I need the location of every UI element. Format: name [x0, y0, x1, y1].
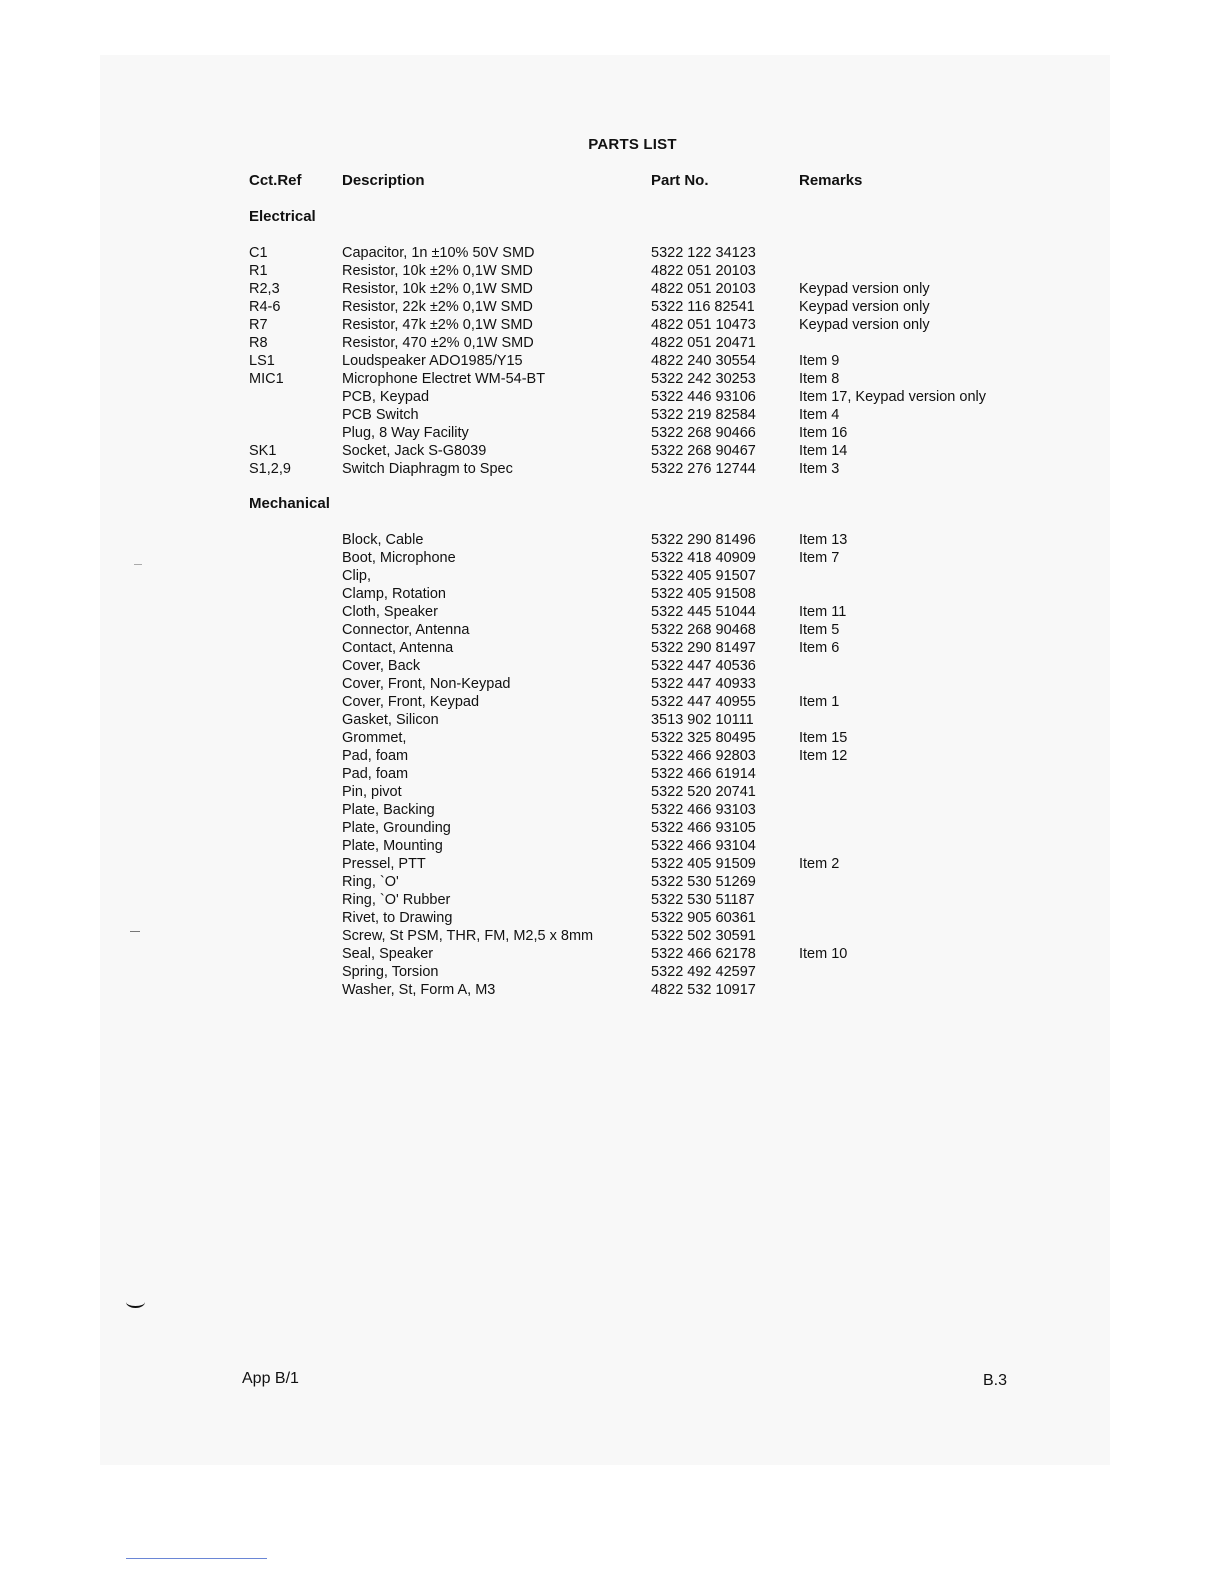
remarks-cell: Item 14 [799, 443, 848, 459]
table-row [0, 855, 1224, 873]
part-number-cell: 4822 051 20103 [651, 263, 756, 279]
part-number-cell: 4822 532 10917 [651, 982, 756, 998]
table-row [0, 388, 1224, 406]
table-row [0, 621, 1224, 639]
part-number-cell: 3513 902 10111 [651, 712, 754, 728]
part-number-cell: 5322 466 93104 [651, 838, 756, 854]
header-part-no: Part No. [651, 172, 709, 189]
part-number-cell: 5322 290 81497 [651, 640, 756, 656]
description-cell: Block, Cable [342, 532, 424, 548]
part-number-cell: 4822 051 20103 [651, 281, 756, 297]
remarks-cell: Item 10 [799, 946, 848, 962]
table-row [0, 549, 1224, 567]
cct-ref-cell: C1 [249, 245, 268, 261]
part-number-cell: 5322 446 93106 [651, 389, 756, 405]
footer-page-number: B.3 [983, 1372, 1008, 1389]
table-row [0, 945, 1224, 963]
cct-ref-cell: S1,2,9 [249, 461, 291, 477]
cct-ref-cell: LS1 [249, 353, 275, 369]
remarks-cell: Keypad version only [799, 299, 930, 315]
table-row [0, 442, 1224, 460]
table-row [0, 711, 1224, 729]
description-cell: PCB Switch [342, 407, 419, 423]
part-number-cell: 5322 466 93105 [651, 820, 756, 836]
part-number-cell: 5322 276 12744 [651, 461, 756, 477]
part-number-cell: 5322 268 90468 [651, 622, 756, 638]
part-number-cell: 5322 466 61914 [651, 766, 756, 782]
part-number-cell: 5322 405 91508 [651, 586, 756, 602]
part-number-cell: 5322 418 40909 [651, 550, 756, 566]
table-row [0, 585, 1224, 603]
table-row [0, 837, 1224, 855]
table-row [0, 424, 1224, 442]
description-cell: Pressel, PTT [342, 856, 426, 872]
part-number-cell: 5322 325 80495 [651, 730, 756, 746]
part-number-cell: 4822 240 30554 [651, 353, 756, 369]
remarks-cell: Item 6 [799, 640, 840, 656]
description-cell: Boot, Microphone [342, 550, 456, 566]
header-description: Description [342, 172, 425, 189]
table-row [0, 280, 1224, 298]
header-remarks: Remarks [799, 172, 863, 189]
description-cell: Grommet, [342, 730, 407, 746]
description-cell: Screw, St PSM, THR, FM, M2,5 x 8mm [342, 928, 594, 944]
part-number-cell: 5322 116 82541 [651, 299, 755, 315]
description-cell: Switch Diaphragm to Spec [342, 461, 513, 477]
part-number-cell: 5322 905 60361 [651, 910, 756, 926]
description-cell: Resistor, 470 ±2% 0,1W SMD [342, 335, 534, 351]
cct-ref-cell: MIC1 [249, 371, 284, 387]
part-number-cell: 5322 405 91509 [651, 856, 756, 872]
description-cell: Capacitor, 1n ±10% 50V SMD [342, 245, 535, 261]
description-cell: Resistor, 10k ±2% 0,1W SMD [342, 263, 533, 279]
description-cell: Rivet, to Drawing [342, 910, 453, 926]
description-cell: Resistor, 22k ±2% 0,1W SMD [342, 299, 533, 315]
part-number-cell: 5322 447 40933 [651, 676, 756, 692]
table-row [0, 675, 1224, 693]
table-row [0, 352, 1224, 370]
table-row [0, 244, 1224, 262]
remarks-cell: Item 4 [799, 407, 840, 423]
description-cell: Plate, Mounting [342, 838, 443, 854]
remarks-cell: Item 12 [799, 748, 848, 764]
table-row [0, 639, 1224, 657]
table-row [0, 909, 1224, 927]
table-row [0, 531, 1224, 549]
description-cell: Spring, Torsion [342, 964, 439, 980]
description-cell: Resistor, 10k ±2% 0,1W SMD [342, 281, 533, 297]
table-row [0, 873, 1224, 891]
description-cell: Gasket, Silicon [342, 712, 439, 728]
part-number-cell: 5322 447 40536 [651, 658, 756, 674]
table-row [0, 927, 1224, 945]
part-number-cell: 5322 466 62178 [651, 946, 756, 962]
scan-link-underline [126, 1558, 267, 1559]
section-mechanical-title: Mechanical [249, 495, 330, 512]
table-row [0, 567, 1224, 585]
table-row [0, 891, 1224, 909]
description-cell: Washer, St, Form A, M3 [342, 982, 496, 998]
description-cell: Connector, Antenna [342, 622, 470, 638]
remarks-cell: Item 13 [799, 532, 848, 548]
description-cell: Ring, `O' [342, 874, 399, 890]
cct-ref-cell: SK1 [249, 443, 277, 459]
part-number-cell: 5322 466 92803 [651, 748, 756, 764]
table-row [0, 729, 1224, 747]
table-row [0, 406, 1224, 424]
part-number-cell: 5322 268 90467 [651, 443, 756, 459]
scan-mark [130, 931, 140, 932]
description-cell: PCB, Keypad [342, 389, 430, 405]
part-number-cell: 5322 242 30253 [651, 371, 756, 387]
description-cell: Cover, Front, Non-Keypad [342, 676, 511, 692]
table-row [0, 693, 1224, 711]
description-cell: Loudspeaker ADO1985/Y15 [342, 353, 523, 369]
part-number-cell: 5322 520 20741 [651, 784, 756, 800]
description-cell: Cover, Back [342, 658, 421, 674]
description-cell: Cloth, Speaker [342, 604, 438, 620]
table-row [0, 765, 1224, 783]
table-row [0, 460, 1224, 478]
remarks-cell: Keypad version only [799, 281, 930, 297]
table-row [0, 316, 1224, 334]
table-row [0, 819, 1224, 837]
part-number-cell: 5322 268 90466 [651, 425, 756, 441]
part-number-cell: 5322 219 82584 [651, 407, 756, 423]
table-row [0, 298, 1224, 316]
description-cell: Resistor, 47k ±2% 0,1W SMD [342, 317, 533, 333]
cct-ref-cell: R2,3 [249, 281, 280, 297]
description-cell: Clamp, Rotation [342, 586, 446, 602]
scan-mark [126, 1296, 145, 1308]
remarks-cell: Item 11 [799, 604, 847, 620]
remarks-cell: Item 2 [799, 856, 840, 872]
remarks-cell: Item 16 [799, 425, 848, 441]
remarks-cell: Item 9 [799, 353, 840, 369]
part-number-cell: 5322 466 93103 [651, 802, 756, 818]
table-row [0, 963, 1224, 981]
table-row [0, 981, 1224, 999]
description-cell: Pin, pivot [342, 784, 402, 800]
description-cell: Ring, `O' Rubber [342, 892, 451, 908]
part-number-cell: 4822 051 20471 [651, 335, 756, 351]
remarks-cell: Item 15 [799, 730, 848, 746]
description-cell: Plug, 8 Way Facility [342, 425, 469, 441]
cct-ref-cell: R8 [249, 335, 268, 351]
description-cell: Pad, foam [342, 748, 409, 764]
table-row [0, 747, 1224, 765]
remarks-cell: Item 5 [799, 622, 840, 638]
cct-ref-cell: R4-6 [249, 299, 281, 315]
part-number-cell: 5322 447 40955 [651, 694, 756, 710]
header-cct-ref: Cct.Ref [249, 172, 302, 189]
description-cell: Pad, foam [342, 766, 409, 782]
part-number-cell: 5322 502 30591 [651, 928, 756, 944]
remarks-cell: Item 8 [799, 371, 840, 387]
remarks-cell: Item 1 [799, 694, 840, 710]
description-cell: Clip, [342, 568, 372, 584]
scan-mark [134, 564, 142, 565]
table-row [0, 783, 1224, 801]
description-cell: Plate, Backing [342, 802, 435, 818]
section-electrical-title: Electrical [249, 208, 316, 225]
part-number-cell: 5322 492 42597 [651, 964, 756, 980]
remarks-cell: Item 3 [799, 461, 840, 477]
cct-ref-cell: R1 [249, 263, 268, 279]
part-number-cell: 5322 445 51044 [651, 604, 756, 620]
table-row [0, 801, 1224, 819]
description-cell: Contact, Antenna [342, 640, 454, 656]
description-cell: Seal, Speaker [342, 946, 434, 962]
cct-ref-cell: R7 [249, 317, 268, 333]
description-cell: Socket, Jack S-G8039 [342, 443, 487, 459]
part-number-cell: 5322 290 81496 [651, 532, 756, 548]
page-title: PARTS LIST [588, 136, 677, 153]
part-number-cell: 5322 122 34123 [651, 245, 756, 261]
footer-appendix-ref: App B/1 [242, 1370, 299, 1387]
description-cell: Cover, Front, Keypad [342, 694, 480, 710]
description-cell: Microphone Electret WM-54-BT [342, 371, 546, 387]
part-number-cell: 5322 530 51187 [651, 892, 755, 908]
part-number-cell: 4822 051 10473 [651, 317, 756, 333]
description-cell: Plate, Grounding [342, 820, 451, 836]
table-row [0, 657, 1224, 675]
table-row [0, 334, 1224, 352]
part-number-cell: 5322 530 51269 [651, 874, 756, 890]
table-row [0, 370, 1224, 388]
table-row [0, 262, 1224, 280]
remarks-cell: Item 17, Keypad version only [799, 389, 986, 405]
remarks-cell: Item 7 [799, 550, 840, 566]
part-number-cell: 5322 405 91507 [651, 568, 756, 584]
remarks-cell: Keypad version only [799, 317, 930, 333]
table-row [0, 603, 1224, 621]
